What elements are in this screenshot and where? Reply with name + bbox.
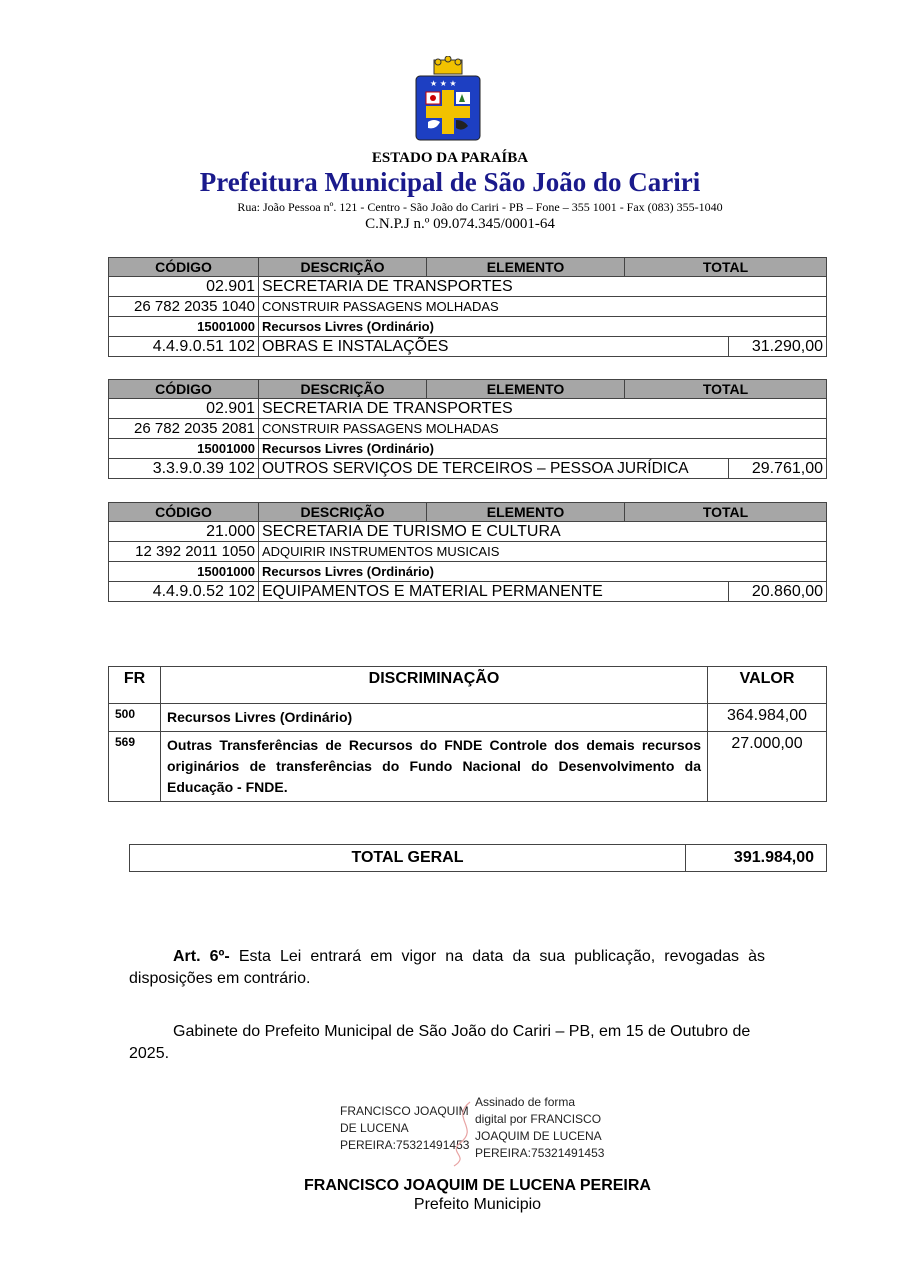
signature-line: DE LUCENA	[340, 1121, 409, 1135]
element-name: OBRAS E INSTALAÇÕES	[259, 337, 729, 357]
article-label: Art. 6º-	[173, 948, 230, 965]
row-description: Outras Transferências de Recursos do FNDE Controle dos demais recursos originários de transferências do Fundo Nacional do Desenvolvimento da Educação - FNDE.	[161, 732, 708, 802]
element-code: 4.4.9.0.52 102	[109, 582, 259, 602]
header-element: ELEMENTO	[427, 380, 625, 399]
action-code: 26 782 2035 2081	[109, 419, 259, 439]
row-description: Recursos Livres (Ordinário)	[161, 704, 708, 732]
element-amount: 31.290,00	[729, 337, 827, 357]
row-value: 27.000,00	[708, 732, 827, 802]
page-title: Prefeitura Municipal de São João do Cariri	[199, 167, 701, 197]
source-code: 15001000	[109, 317, 259, 337]
org-row	[109, 399, 827, 419]
budget-table-3	[108, 502, 827, 602]
header-fr: FR	[109, 667, 161, 704]
header-code: CÓDIGO	[109, 503, 259, 522]
header-total: TOTAL	[625, 503, 827, 522]
action-code: 12 392 2011 1050	[109, 542, 259, 562]
element-amount: 20.860,00	[729, 582, 827, 602]
cnpj-line: C.N.P.J n.º 09.074.345/0001-64	[365, 216, 555, 232]
org-code: 02.901	[109, 277, 259, 297]
budget-header-row	[109, 258, 827, 277]
element-code: 4.4.9.0.51 102	[109, 337, 259, 357]
source-name: Recursos Livres (Ordinário)	[259, 439, 827, 459]
source-row	[109, 562, 827, 582]
header-code: CÓDIGO	[109, 258, 259, 277]
table-row	[109, 732, 827, 802]
header-code: CÓDIGO	[109, 380, 259, 399]
org-name: SECRETARIA DE TRANSPORTES	[259, 277, 827, 297]
signer-role: Prefeito Municipio	[413, 1196, 542, 1213]
total-row	[130, 845, 827, 872]
header-total: TOTAL	[625, 380, 827, 399]
header-description: DESCRIÇÃO	[259, 258, 427, 277]
element-row	[109, 582, 827, 602]
element-row	[109, 337, 827, 357]
action-name: CONSTRUIR PASSAGENS MOLHADAS	[259, 297, 827, 317]
header-description: DESCRIÇÃO	[259, 503, 427, 522]
signature-line: FRANCISCO JOAQUIM	[340, 1104, 469, 1118]
total-label: TOTAL GERAL	[130, 845, 686, 872]
row-fr: 500	[109, 704, 161, 732]
element-row	[109, 459, 827, 479]
signature-stamp-line: JOAQUIM DE LUCENA	[475, 1129, 602, 1143]
state-name: ESTADO DA PARAÍBA	[371, 150, 529, 166]
element-amount: 29.761,00	[729, 459, 827, 479]
source-row	[109, 439, 827, 459]
action-code: 26 782 2035 1040	[109, 297, 259, 317]
discrimination-table	[108, 666, 827, 802]
action-name: ADQUIRIR INSTRUMENTOS MUSICAIS	[259, 542, 827, 562]
budget-table-2	[108, 379, 827, 479]
signature-stamp-line: digital por FRANCISCO	[475, 1112, 602, 1126]
budget-header-row	[109, 380, 827, 399]
element-code: 3.3.9.0.39 102	[109, 459, 259, 479]
total-geral-table	[129, 844, 827, 872]
action-name: CONSTRUIR PASSAGENS MOLHADAS	[259, 419, 827, 439]
action-row	[109, 297, 827, 317]
municipal-crest-icon	[412, 56, 484, 144]
signature-stamp-line: Assinado de forma	[475, 1095, 576, 1109]
action-row	[109, 542, 827, 562]
org-code: 02.901	[109, 399, 259, 419]
header-value: VALOR	[708, 667, 827, 704]
element-name: EQUIPAMENTOS E MATERIAL PERMANENTE	[259, 582, 729, 602]
signature-stamp-block	[475, 1094, 625, 1162]
address-line: Rua: João Pessoa nº. 121 - Centro - São João do Cariri - PB – Fone – 355 1001 - Fax (083) 355-1040	[237, 200, 723, 214]
row-fr: 569	[109, 732, 161, 802]
header-description: DESCRIÇÃO	[259, 380, 427, 399]
signature-stamp-line: PEREIRA:75321491453	[475, 1146, 605, 1160]
budget-table-1	[108, 257, 827, 357]
org-name: SECRETARIA DE TURISMO E CULTURA	[259, 522, 827, 542]
source-code: 15001000	[109, 562, 259, 582]
closing-paragraph	[129, 1021, 774, 1065]
discrimination-header-row	[109, 667, 827, 704]
table-row	[109, 704, 827, 732]
header-element: ELEMENTO	[427, 258, 625, 277]
source-name: Recursos Livres (Ordinário)	[259, 562, 827, 582]
org-row	[109, 522, 827, 542]
signer-name: FRANCISCO JOAQUIM DE LUCENA PEREIRA	[304, 1177, 651, 1194]
total-value: 391.984,00	[686, 845, 827, 872]
source-name: Recursos Livres (Ordinário)	[259, 317, 827, 337]
budget-header-row	[109, 503, 827, 522]
org-code: 21.000	[109, 522, 259, 542]
header-discrimination: DISCRIMINAÇÃO	[161, 667, 708, 704]
row-value: 364.984,00	[708, 704, 827, 732]
article-text: Esta Lei entrará em vigor na data da sua publicação, revogadas às disposições em contrário.	[129, 948, 766, 987]
article-paragraph	[129, 946, 765, 990]
action-row	[109, 419, 827, 439]
source-code: 15001000	[109, 439, 259, 459]
closing-text: Gabinete do Prefeito Municipal de São João do Cariri – PB, em 15 de Outubro de 2025.	[129, 1023, 751, 1062]
org-name: SECRETARIA DE TRANSPORTES	[259, 399, 827, 419]
header-total: TOTAL	[625, 258, 827, 277]
org-row	[109, 277, 827, 297]
source-row	[109, 317, 827, 337]
signature-line: PEREIRA:75321491453	[340, 1138, 470, 1152]
svg-text:★ ★ ★: ★ ★ ★	[430, 79, 457, 88]
header-element: ELEMENTO	[427, 503, 625, 522]
element-name: OUTROS SERVIÇOS DE TERCEIROS – PESSOA JURÍDICA	[259, 459, 729, 479]
